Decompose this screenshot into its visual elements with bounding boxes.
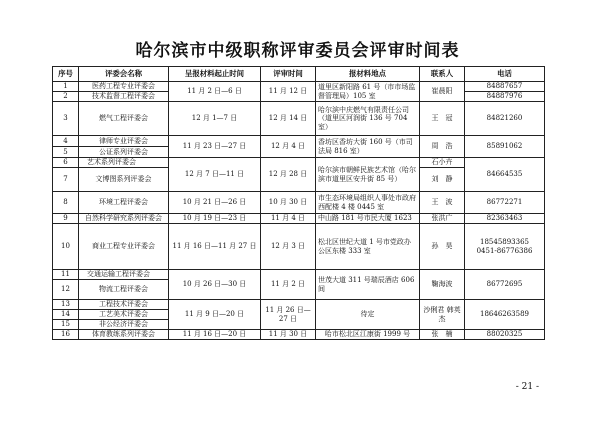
table-row (53, 300, 545, 310)
committee-name: 非公经济评委会 (79, 320, 169, 330)
submit-period: 11 月 16 日—11 月 27 日 (169, 224, 261, 270)
contact-person: 孙 昊 (420, 224, 465, 270)
phone: 84887657 (465, 82, 545, 92)
row-index: 16 (53, 330, 79, 340)
row-index: 2 (53, 92, 79, 102)
document-title: 哈尔滨市中级职称评审委员会评审时间表 (135, 41, 460, 61)
contact-person: 刘 静 (420, 168, 465, 192)
contact-person: 张 楠 (420, 330, 465, 340)
table-header-row (53, 67, 545, 82)
row-index: 1 (53, 82, 79, 92)
table-row (53, 330, 545, 340)
submit-period: 11 月 2 日—6 日 (169, 82, 261, 102)
header-review-date: 评审时间 (261, 67, 316, 82)
committee-name: 工艺美术评委会 (79, 310, 169, 320)
phone: 18646263589 (465, 300, 545, 330)
phone: 88020325 (465, 330, 545, 340)
contact-person: 石小卉 (420, 158, 465, 168)
header-index: 序号 (53, 67, 79, 82)
submit-period: 10 月 19 日—23 日 (169, 214, 261, 224)
phone: 86772695 (465, 270, 545, 300)
header-submit-place: 报材料地点 (316, 67, 420, 82)
contact-person: 沙俐君 韩英杰 (420, 300, 465, 330)
header-committee: 评委会名称 (79, 67, 169, 82)
submit-place: 香坊区香坊大街 160 号（市司法局 816 室） (316, 136, 420, 158)
row-index: 3 (53, 102, 79, 136)
table-row (53, 102, 545, 136)
submit-place: 世茂大道 311 号瑞辰酒店 606 间 (316, 270, 420, 300)
submit-period: 11 月 23 日—27 日 (169, 136, 261, 158)
page-number: - 21 - (515, 382, 539, 392)
submit-period: 10 月 21 日—26 日 (169, 192, 261, 214)
phone: 84887976 (465, 92, 545, 102)
committee-name: 物流工程评委会 (79, 280, 169, 300)
committee-name: 工程技术评委会 (79, 300, 169, 310)
contact-person: 鞠海波 (420, 270, 465, 300)
contact-person: 王 波 (420, 192, 465, 214)
phone (465, 224, 545, 270)
submit-period: 11 月 16 日—20 日 (169, 330, 261, 340)
phone-mobile: 18545893365 (480, 238, 529, 247)
submit-place: 市生态环境局组织人事处市政府西配楼 4 楼 0445 室 (316, 192, 420, 214)
table-row (53, 192, 545, 214)
submit-place: 哈尔滨中庆燃气有限责任公司（道里区河润街 136 号 704 室） (316, 102, 420, 136)
phone: 84821260 (465, 102, 545, 136)
submit-place: 待定 (316, 300, 420, 330)
phone: 82363463 (465, 214, 545, 224)
table-row (53, 224, 545, 270)
submit-place: 哈尔滨市朝鲜民族艺术馆（哈尔滨市道里区安升街 85 号） (316, 158, 420, 192)
submit-period: 10 月 26 日—30 日 (169, 270, 261, 300)
header-phone: 电话 (465, 67, 545, 82)
review-date: 12 月 3 日 (261, 224, 316, 270)
contact-person: 王 冠 (420, 102, 465, 136)
contact-person: 崔晨阳 (420, 82, 465, 102)
committee-name: 燃气工程评委会 (79, 102, 169, 136)
row-index: 5 (53, 147, 79, 158)
row-index: 6 (53, 158, 79, 168)
review-date: 11 月 26 日—27 日 (261, 300, 316, 330)
committee-name: 自然科学研究系列评委会 (79, 214, 169, 224)
review-date: 11 月 4 日 (261, 214, 316, 224)
review-date: 11 月 30 日 (261, 330, 316, 340)
committee-name: 交通运输工程评委会 (79, 270, 169, 280)
row-index: 10 (53, 224, 79, 270)
submit-place: 松北区世纪大道 1 号市党政办公区东楼 333 室 (316, 224, 420, 270)
table-row (53, 158, 545, 168)
committee-name: 文博图系列评委会 (79, 168, 169, 192)
phone-landline: 0451-86776386 (476, 246, 533, 255)
committee-name: 艺术系列评委会 (79, 158, 169, 168)
table-row (53, 214, 545, 224)
review-date: 11 月 12 日 (261, 82, 316, 102)
row-index: 13 (53, 300, 79, 310)
schedule-table (52, 66, 545, 340)
committee-name: 环境工程评委会 (79, 192, 169, 214)
table-row (53, 270, 545, 280)
row-index: 7 (53, 168, 79, 192)
submit-place: 中山路 181 号市民大厦 1623 (316, 214, 420, 224)
row-index: 8 (53, 192, 79, 214)
submit-place: 哈市松北区江康街 1999 号 (316, 330, 420, 340)
row-index: 14 (53, 310, 79, 320)
row-index: 12 (53, 280, 79, 300)
committee-name: 医药工程专业评委会 (79, 82, 169, 92)
review-date: 11 月 2 日 (261, 270, 316, 300)
phone: 86772271 (465, 192, 545, 214)
committee-name: 公证系列评委会 (79, 147, 169, 158)
phone: 84664535 (465, 158, 545, 192)
committee-name: 技术监督工程评委会 (79, 92, 169, 102)
table-row (53, 82, 545, 92)
review-date: 12 月 14 日 (261, 102, 316, 136)
submit-period: 12 月 1—7 日 (169, 102, 261, 136)
phone: 85891062 (465, 136, 545, 158)
submit-period: 12 月 7 日—11 日 (169, 158, 261, 192)
review-date: 10 月 30 日 (261, 192, 316, 214)
committee-name: 体育教练系列评委会 (79, 330, 169, 340)
committee-name: 律师专业评委会 (79, 136, 169, 147)
header-contact: 联系人 (420, 67, 465, 82)
row-index: 15 (53, 320, 79, 330)
review-date: 12 月 4 日 (261, 136, 316, 158)
review-date: 12 月 28 日 (261, 158, 316, 192)
table-row (53, 136, 545, 147)
header-submit-period: 呈报材料起止时间 (169, 67, 261, 82)
row-index: 9 (53, 214, 79, 224)
committee-name: 商业工程专业评委会 (79, 224, 169, 270)
row-index: 11 (53, 270, 79, 280)
row-index: 4 (53, 136, 79, 147)
contact-person: 张洪广 (420, 214, 465, 224)
submit-period: 11 月 9 日—20 日 (169, 300, 261, 330)
submit-place: 道里区新阳路 61 号（市市场监督管理局）105 室 (316, 82, 420, 102)
contact-person: 周 浩 (420, 136, 465, 158)
